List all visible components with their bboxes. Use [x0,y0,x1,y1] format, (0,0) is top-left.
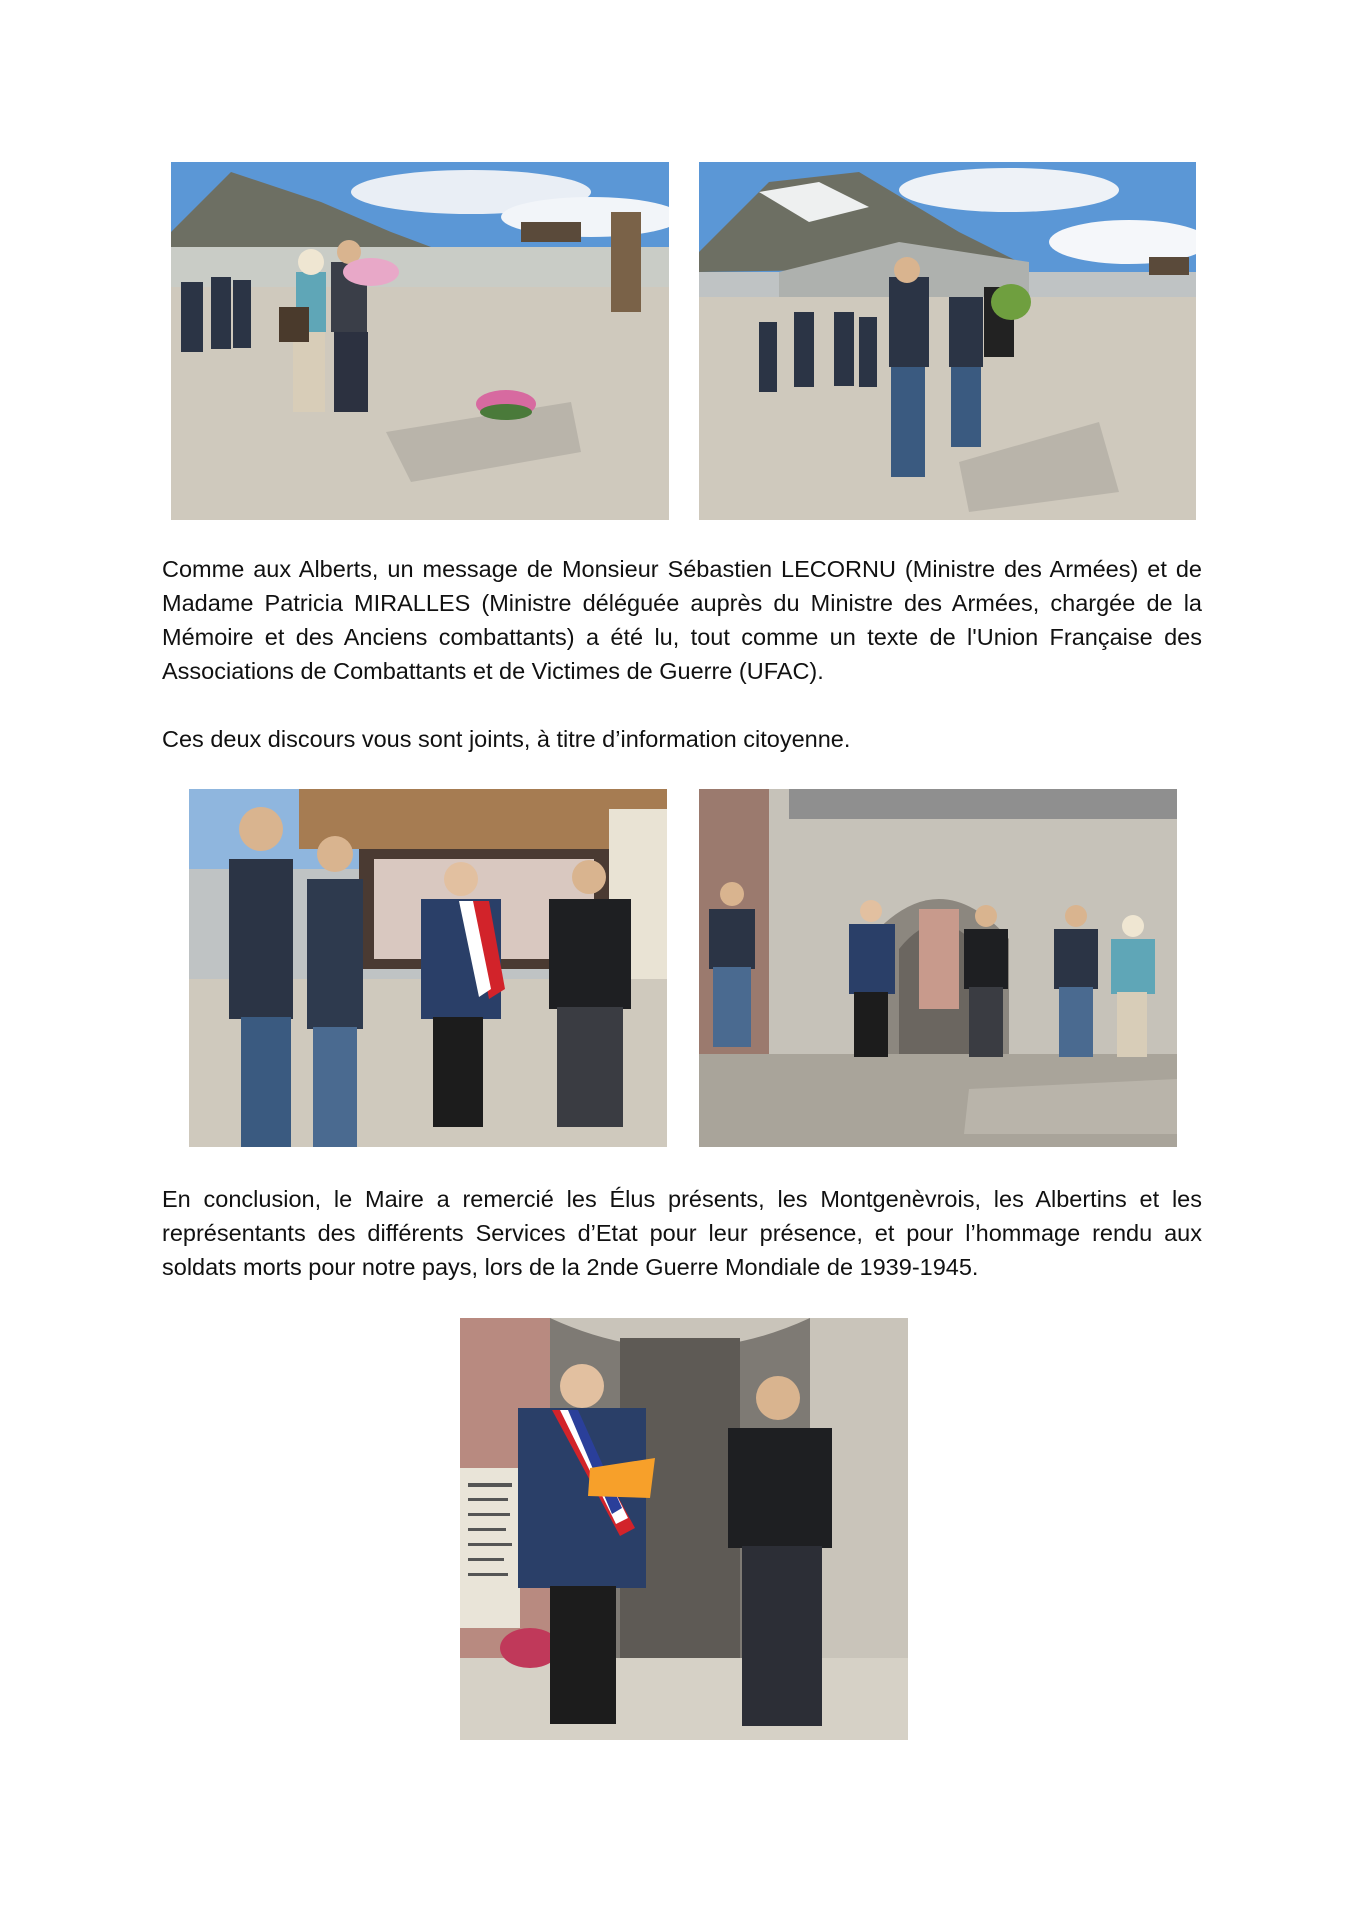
paragraph-messages: Comme aux Alberts, un message de Monsieur Sébastien LECORNU (Ministre des Armées) et de Madame Patricia MIRALLES (Ministre déléguée auprès du Ministre des Armées, chargée de la Mémoire et des Anciens combattants) a été lu, tout comme un texte de l'Union Française des Associations de Combattants et de Victimes de Guerre (UFAC). [162,556,1202,684]
photo-wreath-laying-left [171,162,669,520]
photo-officials-standing-left [189,789,667,1147]
paragraph-conclusion: En conclusion, le Maire a remercié les Élus présents, les Montgenèvrois, les Albertins et les représentants des différents Services d’Etat pour leur présence, et pour l’hommage rendu aux soldats morts pour notre pays, lors de la 2nde Guerre Mondiale de 1939-1945. [162,1186,1202,1280]
photo-monument-ceremony [699,789,1177,1147]
paragraph-speeches-attached: Ces deux discours vous sont joints, à titre d’information citoyenne. [162,726,851,752]
photo-wreath-laying-right [699,162,1196,520]
photo-mayor-speech [460,1318,908,1740]
